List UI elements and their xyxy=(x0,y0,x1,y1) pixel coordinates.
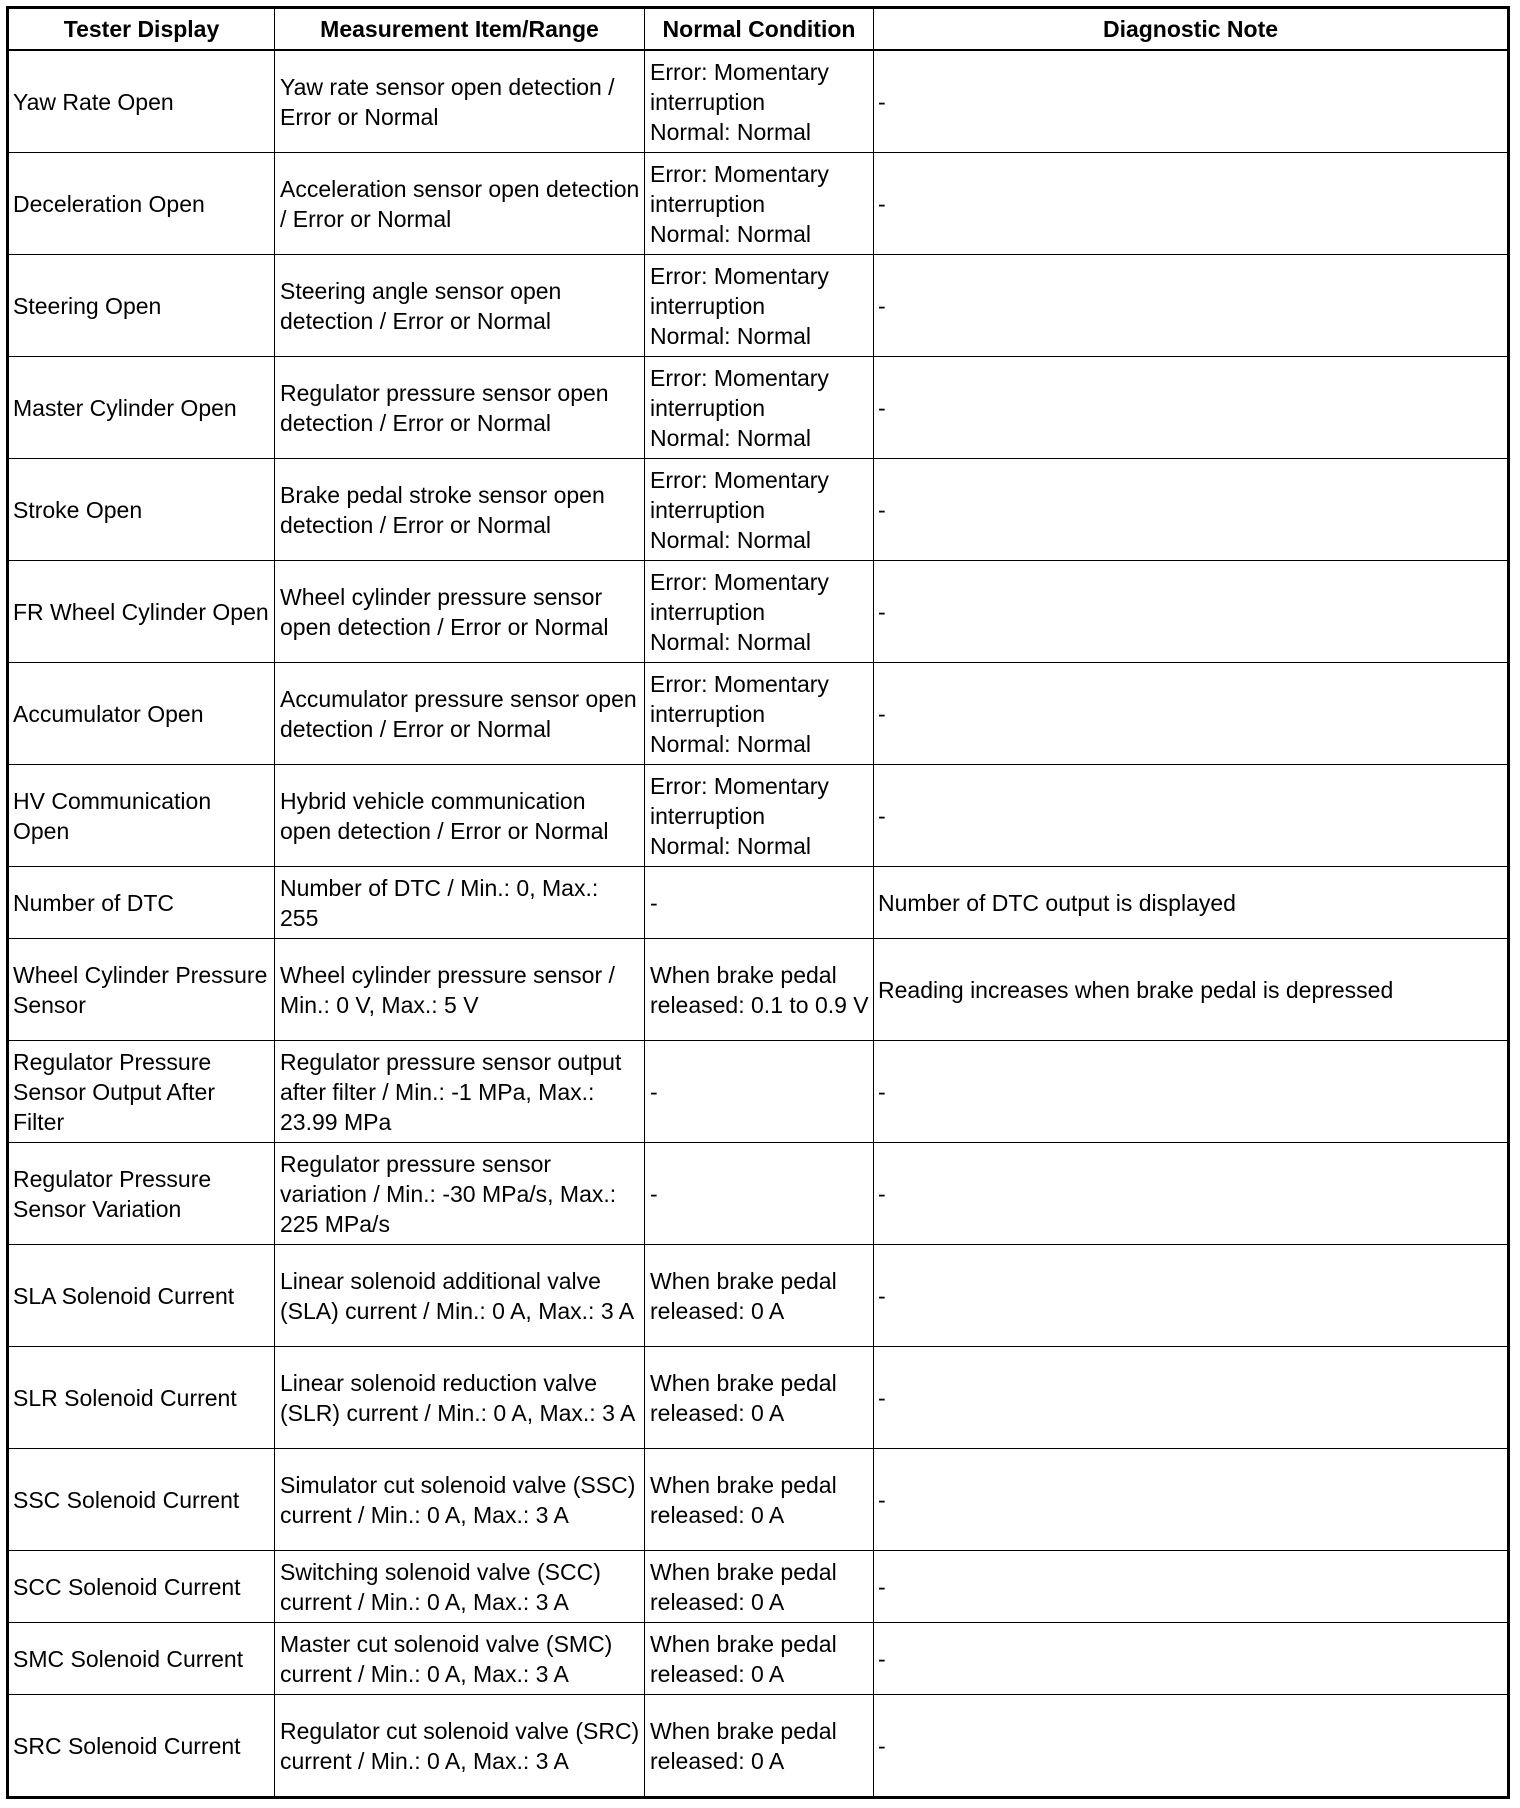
table-row xyxy=(8,50,1509,153)
cell-tester-display: FR Wheel Cylinder Open xyxy=(8,561,275,663)
cell-measurement-item-range: Wheel cylinder pressure sensor open detection / Error or Normal xyxy=(275,561,645,663)
cell-tester-display: SSC Solenoid Current xyxy=(8,1449,275,1551)
cell-tester-display: SMC Solenoid Current xyxy=(8,1623,275,1695)
cell-normal-condition: When brake pedal released: 0 A xyxy=(645,1347,874,1449)
diagnostic-table-container xyxy=(6,6,1507,1799)
table-row xyxy=(8,1623,1509,1695)
table-row xyxy=(8,1245,1509,1347)
cell-normal-condition: Error: Momentary interruption Normal: Normal xyxy=(645,663,874,765)
cell-normal-condition: - xyxy=(645,1143,874,1245)
cell-normal-condition: When brake pedal released: 0.1 to 0.9 V xyxy=(645,939,874,1041)
cell-tester-display: Regulator Pressure Sensor Variation xyxy=(8,1143,275,1245)
cell-diagnostic-note: - xyxy=(874,459,1509,561)
cell-tester-display: Wheel Cylinder Pressure Sensor xyxy=(8,939,275,1041)
cell-diagnostic-note: - xyxy=(874,1695,1509,1798)
cell-measurement-item-range: Simulator cut solenoid valve (SSC) current / Min.: 0 A, Max.: 3 A xyxy=(275,1449,645,1551)
cell-diagnostic-note: - xyxy=(874,561,1509,663)
table-row xyxy=(8,255,1509,357)
cell-measurement-item-range: Regulator pressure sensor variation / Min.: -30 MPa/s, Max.: 225 MPa/s xyxy=(275,1143,645,1245)
table-row xyxy=(8,765,1509,867)
diagnostic-data-table xyxy=(6,6,1510,1799)
table-row xyxy=(8,561,1509,663)
cell-diagnostic-note: - xyxy=(874,1143,1509,1245)
cell-tester-display: HV Communication Open xyxy=(8,765,275,867)
cell-measurement-item-range: Regulator cut solenoid valve (SRC) current / Min.: 0 A, Max.: 3 A xyxy=(275,1695,645,1798)
table-row xyxy=(8,867,1509,939)
cell-tester-display: Accumulator Open xyxy=(8,663,275,765)
cell-normal-condition: When brake pedal released: 0 A xyxy=(645,1551,874,1623)
cell-normal-condition: Error: Momentary interruption Normal: Normal xyxy=(645,153,874,255)
cell-tester-display: Yaw Rate Open xyxy=(8,50,275,153)
cell-diagnostic-note: - xyxy=(874,50,1509,153)
table-row xyxy=(8,663,1509,765)
cell-measurement-item-range: Acceleration sensor open detection / Error or Normal xyxy=(275,153,645,255)
cell-tester-display: SRC Solenoid Current xyxy=(8,1695,275,1798)
cell-diagnostic-note: - xyxy=(874,1041,1509,1143)
cell-measurement-item-range: Steering angle sensor open detection / Error or Normal xyxy=(275,255,645,357)
header-diagnostic-note: Diagnostic Note xyxy=(874,8,1509,51)
table-row xyxy=(8,459,1509,561)
cell-measurement-item-range: Brake pedal stroke sensor open detection / Error or Normal xyxy=(275,459,645,561)
cell-normal-condition: Error: Momentary interruption Normal: Normal xyxy=(645,357,874,459)
cell-measurement-item-range: Master cut solenoid valve (SMC) current / Min.: 0 A, Max.: 3 A xyxy=(275,1623,645,1695)
cell-normal-condition: Error: Momentary interruption Normal: Normal xyxy=(645,50,874,153)
cell-tester-display: Regulator Pressure Sensor Output After Filter xyxy=(8,1041,275,1143)
cell-normal-condition: Error: Momentary interruption Normal: Normal xyxy=(645,255,874,357)
cell-diagnostic-note: - xyxy=(874,1623,1509,1695)
cell-tester-display: SCC Solenoid Current xyxy=(8,1551,275,1623)
cell-diagnostic-note: Reading increases when brake pedal is depressed xyxy=(874,939,1509,1041)
table-row xyxy=(8,1695,1509,1798)
cell-tester-display: Stroke Open xyxy=(8,459,275,561)
table-row xyxy=(8,357,1509,459)
cell-diagnostic-note: - xyxy=(874,663,1509,765)
cell-normal-condition: When brake pedal released: 0 A xyxy=(645,1623,874,1695)
cell-diagnostic-note: - xyxy=(874,357,1509,459)
cell-normal-condition: When brake pedal released: 0 A xyxy=(645,1695,874,1798)
cell-tester-display: SLA Solenoid Current xyxy=(8,1245,275,1347)
cell-normal-condition: Error: Momentary interruption Normal: Normal xyxy=(645,459,874,561)
cell-diagnostic-note: - xyxy=(874,153,1509,255)
cell-measurement-item-range: Regulator pressure sensor output after filter / Min.: -1 MPa, Max.: 23.99 MPa xyxy=(275,1041,645,1143)
cell-normal-condition: When brake pedal released: 0 A xyxy=(645,1449,874,1551)
cell-measurement-item-range: Linear solenoid reduction valve (SLR) current / Min.: 0 A, Max.: 3 A xyxy=(275,1347,645,1449)
cell-normal-condition: When brake pedal released: 0 A xyxy=(645,1245,874,1347)
cell-diagnostic-note: - xyxy=(874,1449,1509,1551)
table-row xyxy=(8,153,1509,255)
table-row xyxy=(8,939,1509,1041)
table-row xyxy=(8,1449,1509,1551)
cell-measurement-item-range: Switching solenoid valve (SCC) current / Min.: 0 A, Max.: 3 A xyxy=(275,1551,645,1623)
cell-diagnostic-note: - xyxy=(874,765,1509,867)
cell-measurement-item-range: Wheel cylinder pressure sensor / Min.: 0 V, Max.: 5 V xyxy=(275,939,645,1041)
cell-diagnostic-note: - xyxy=(874,1551,1509,1623)
cell-diagnostic-note: - xyxy=(874,1347,1509,1449)
header-normal-condition: Normal Condition xyxy=(645,8,874,51)
cell-normal-condition: Error: Momentary interruption Normal: Normal xyxy=(645,561,874,663)
table-row xyxy=(8,1143,1509,1245)
cell-tester-display: SLR Solenoid Current xyxy=(8,1347,275,1449)
cell-normal-condition: - xyxy=(645,1041,874,1143)
cell-measurement-item-range: Yaw rate sensor open detection / Error or Normal xyxy=(275,50,645,153)
cell-tester-display: Number of DTC xyxy=(8,867,275,939)
cell-diagnostic-note: - xyxy=(874,255,1509,357)
cell-measurement-item-range: Linear solenoid additional valve (SLA) current / Min.: 0 A, Max.: 3 A xyxy=(275,1245,645,1347)
cell-measurement-item-range: Accumulator pressure sensor open detection / Error or Normal xyxy=(275,663,645,765)
cell-measurement-item-range: Hybrid vehicle communication open detection / Error or Normal xyxy=(275,765,645,867)
cell-measurement-item-range: Number of DTC / Min.: 0, Max.: 255 xyxy=(275,867,645,939)
table-row xyxy=(8,1041,1509,1143)
table-row xyxy=(8,1347,1509,1449)
cell-diagnostic-note: - xyxy=(874,1245,1509,1347)
table-header-row xyxy=(8,8,1509,51)
cell-measurement-item-range: Regulator pressure sensor open detection / Error or Normal xyxy=(275,357,645,459)
cell-tester-display: Deceleration Open xyxy=(8,153,275,255)
header-tester-display: Tester Display xyxy=(8,8,275,51)
cell-tester-display: Master Cylinder Open xyxy=(8,357,275,459)
cell-diagnostic-note: Number of DTC output is displayed xyxy=(874,867,1509,939)
table-row xyxy=(8,1551,1509,1623)
cell-normal-condition: - xyxy=(645,867,874,939)
cell-tester-display: Steering Open xyxy=(8,255,275,357)
header-measurement-item-range: Measurement Item/Range xyxy=(275,8,645,51)
cell-normal-condition: Error: Momentary interruption Normal: Normal xyxy=(645,765,874,867)
table-body xyxy=(8,50,1509,1798)
